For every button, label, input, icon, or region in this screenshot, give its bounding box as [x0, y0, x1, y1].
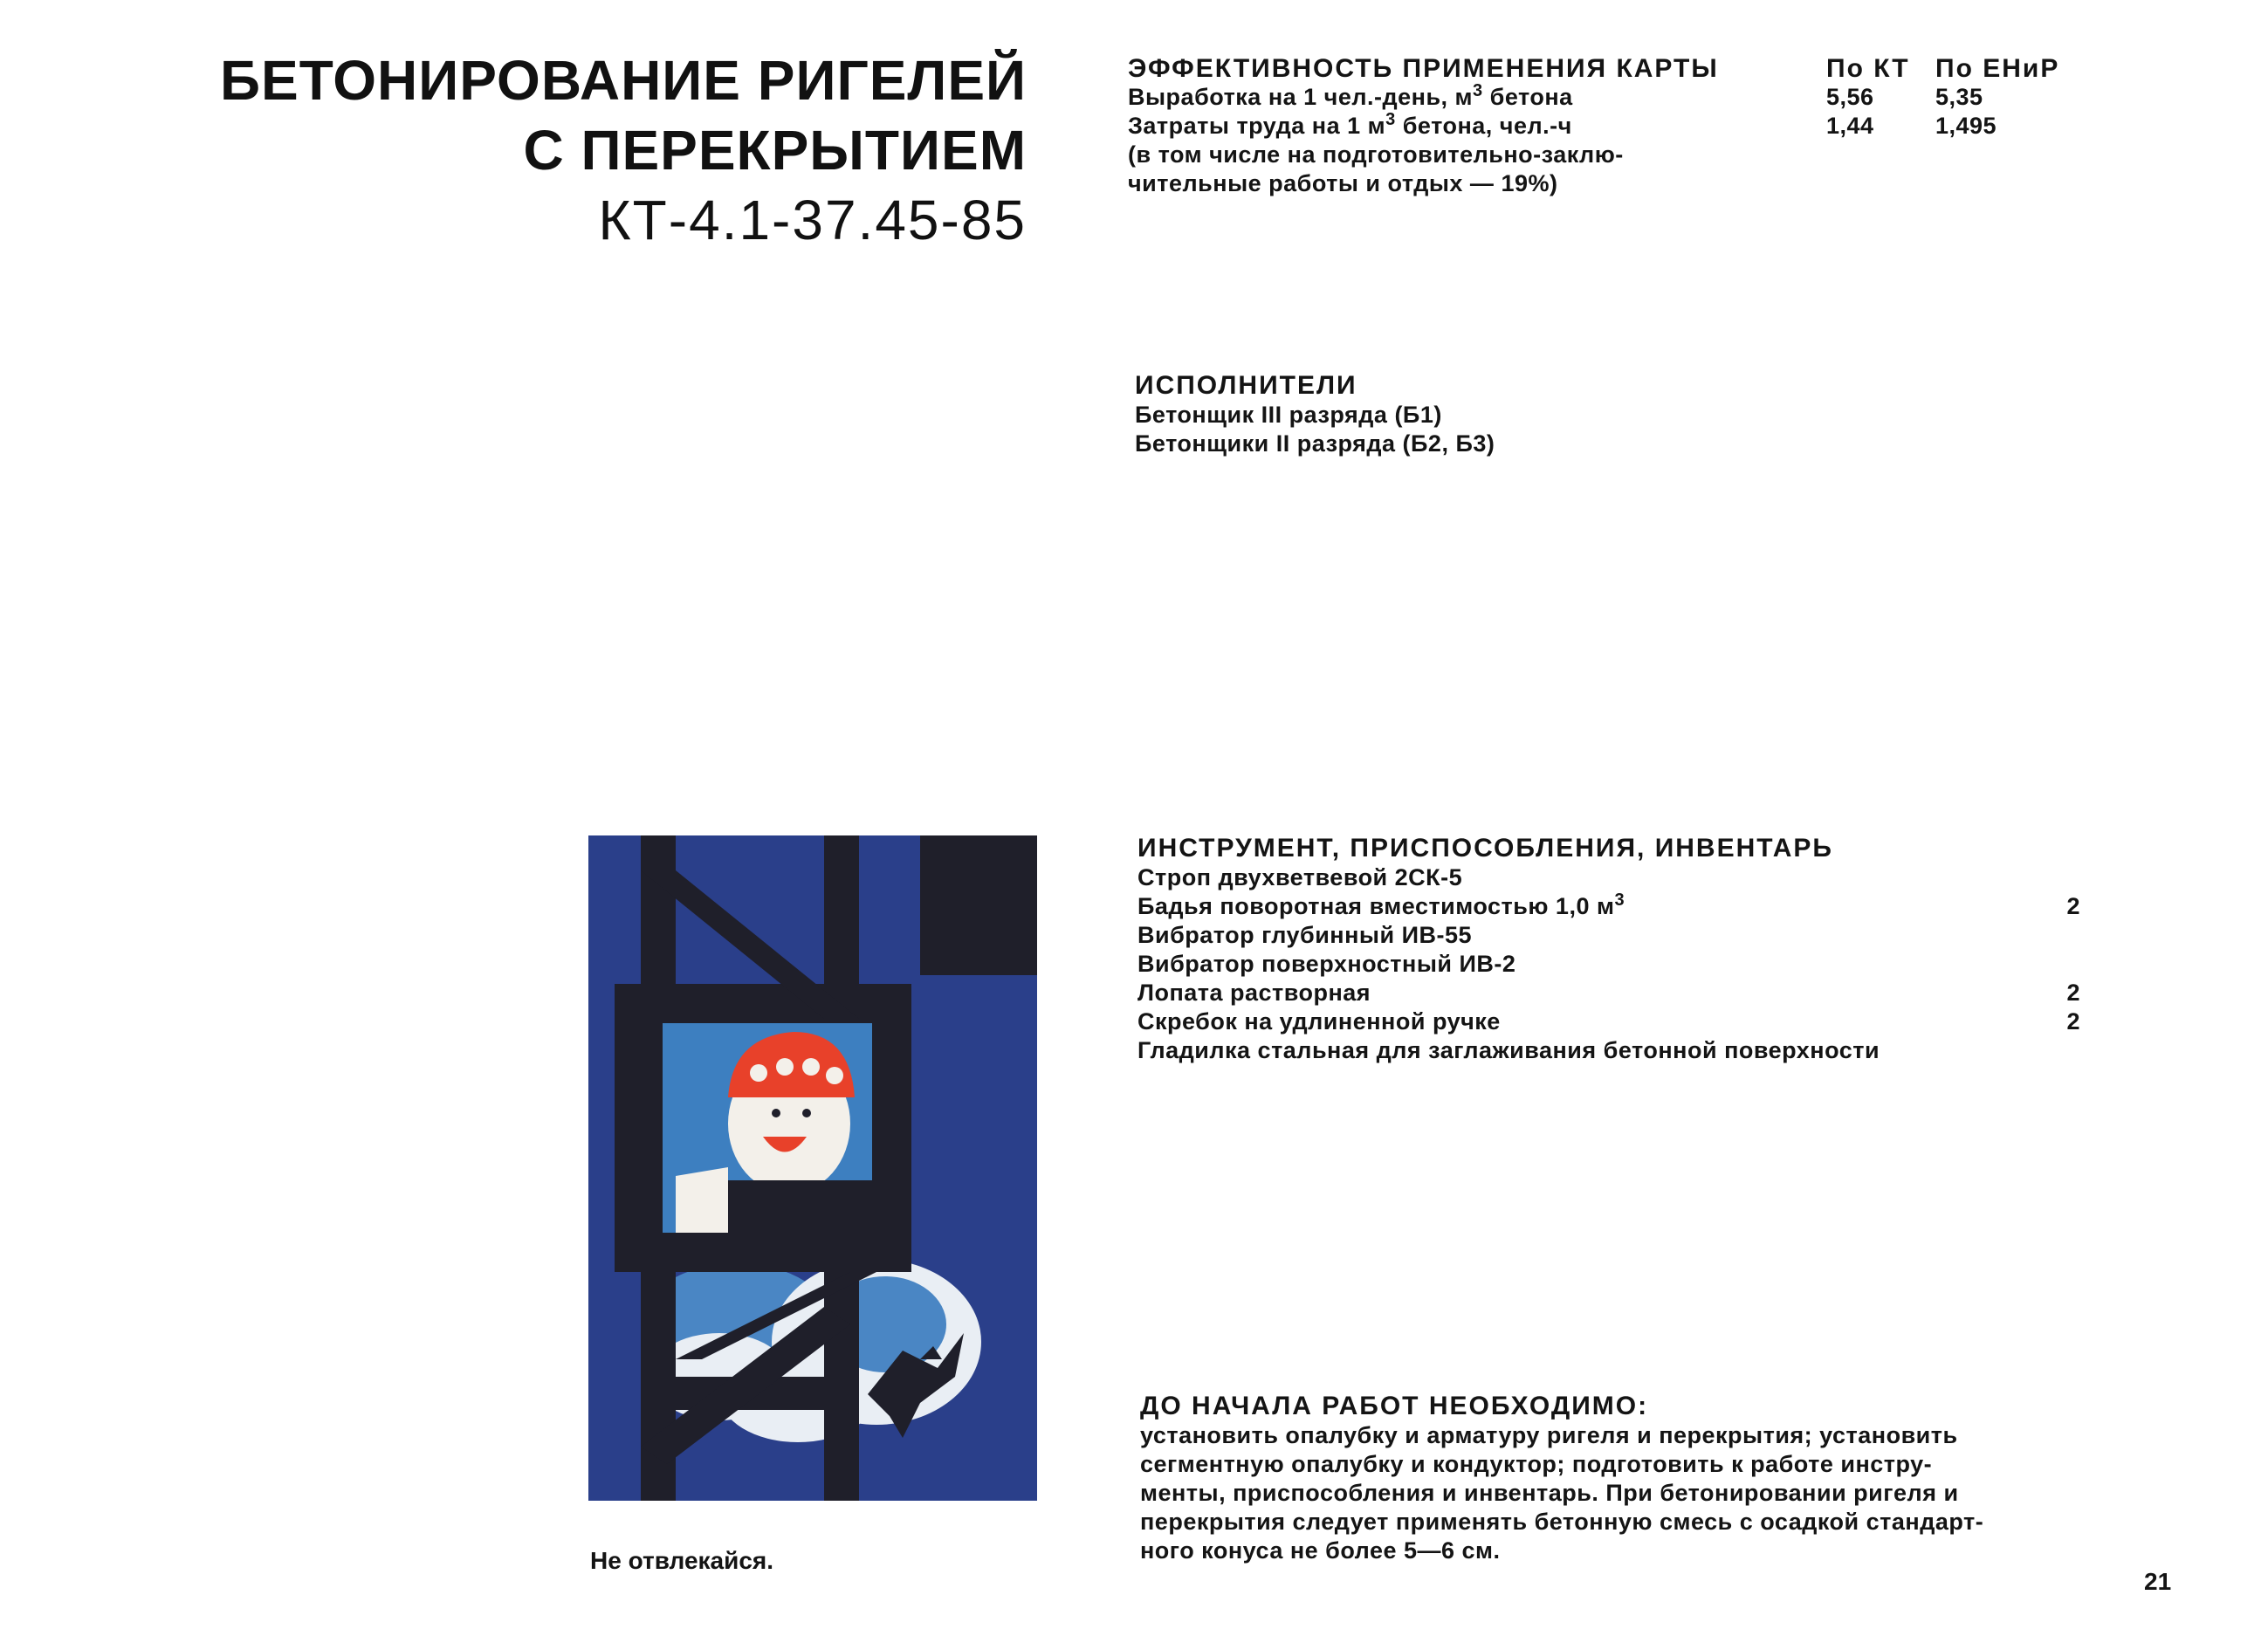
prerequisites-line: установить опалубку и арматуру ригеля и перекрытия; установить [1140, 1422, 1958, 1448]
tool-unit-sup: 3 [1614, 890, 1625, 910]
output-unit-sup: 3 [1473, 81, 1483, 100]
tool-quantity: 2 [2066, 893, 2080, 919]
labor-label-tail: бетона, чел.-ч [1395, 113, 1572, 139]
title-line-1: БЕТОНИРОВАНИЕ РИГЕЛЕЙ [220, 49, 1027, 112]
efficiency-heading: ЭФФЕКТИВНОСТЬ ПРИМЕНЕНИЯ КАРТЫ [1128, 54, 1719, 83]
tool-item [1137, 863, 2080, 892]
executors-section [1135, 371, 1495, 458]
document-title [220, 45, 1027, 255]
tool-name: Вибратор глубинный ИВ-55 [1137, 922, 1472, 948]
card-code: КТ-4.1-37.45-85 [598, 189, 1027, 251]
page-number: 21 [2144, 1568, 2172, 1595]
column-header-kt: По КТ [1826, 54, 1910, 83]
column-header-enir: По ЕНиР [1935, 54, 2060, 83]
tool-item [1137, 1036, 2080, 1065]
worker-on-tower-illustration [588, 835, 1037, 1501]
prerequisites-section [1140, 1392, 2081, 1565]
tools-list [1137, 863, 2080, 1065]
labor-row [1128, 112, 2106, 141]
efficiency-note-line-1: (в том числе на подготовительно-заклю- [1128, 141, 1624, 168]
prerequisites-heading: ДО НАЧАЛА РАБОТ НЕОБХОДИМО: [1140, 1392, 1649, 1420]
labor-value-enir: 1,495 [1935, 113, 1997, 139]
illustration-caption: Не отвлекайся. [590, 1547, 774, 1574]
tool-name: Вибратор поверхностный ИВ-2 [1137, 951, 1516, 977]
illustration [588, 835, 1037, 1501]
tool-name: Скребок на удлиненной ручке [1137, 1008, 1501, 1035]
tool-quantity: 2 [2066, 980, 2080, 1006]
prerequisites-line: ного конуса не более 5—6 см. [1140, 1537, 1501, 1564]
tool-name: Строп двухветвевой 2СК-5 [1137, 864, 1463, 890]
tool-name: Бадья поворотная вместимостью 1,0 м [1137, 893, 1615, 919]
labor-label: Затраты труда на 1 м [1128, 113, 1386, 139]
executors-heading: ИСПОЛНИТЕЛИ [1135, 371, 1357, 400]
tool-name: Гладилка стальная для заглаживания бетонной поверхности [1137, 1037, 1880, 1063]
tool-item [1137, 892, 2080, 921]
tool-item [1137, 979, 2080, 1007]
tool-quantity: 2 [2066, 1008, 2080, 1035]
output-value-kt: 5,56 [1826, 84, 1874, 110]
output-label-tail: бетона [1482, 84, 1573, 110]
tool-name: Лопата растворная [1137, 980, 1371, 1006]
executor-item: Бетонщик III разряда (Б1) [1135, 402, 1442, 428]
prerequisites-line: менты, приспособления и инвентарь. При бетонировании ригеля и [1140, 1480, 1959, 1506]
tool-item [1137, 950, 2080, 979]
output-label: Выработка на 1 чел.-день, м [1128, 84, 1474, 110]
tool-item [1137, 1007, 2080, 1036]
efficiency-section [1128, 54, 2106, 198]
output-row [1128, 83, 2106, 112]
prerequisites-line: перекрытия следует применять бетонную смесь с осадкой стандарт- [1140, 1509, 1984, 1535]
output-value-enir: 5,35 [1935, 84, 1983, 110]
labor-unit-sup: 3 [1385, 110, 1396, 129]
executor-item: Бетонщики II разряда (Б2, Б3) [1135, 430, 1495, 457]
title-line-2: С ПЕРЕКРЫТИЕМ [523, 119, 1027, 182]
efficiency-note-line-2: чительные работы и отдых — 19%) [1128, 170, 1558, 196]
tool-item [1137, 921, 2080, 950]
tools-heading: ИНСТРУМЕНТ, ПРИСПОСОБЛЕНИЯ, ИНВЕНТАРЬ [1137, 834, 1833, 863]
prerequisites-line: сегментную опалубку и кондуктор; подготовить к работе инстру- [1140, 1451, 1933, 1477]
labor-value-kt: 1,44 [1826, 113, 1874, 139]
tools-section [1137, 834, 2080, 1065]
